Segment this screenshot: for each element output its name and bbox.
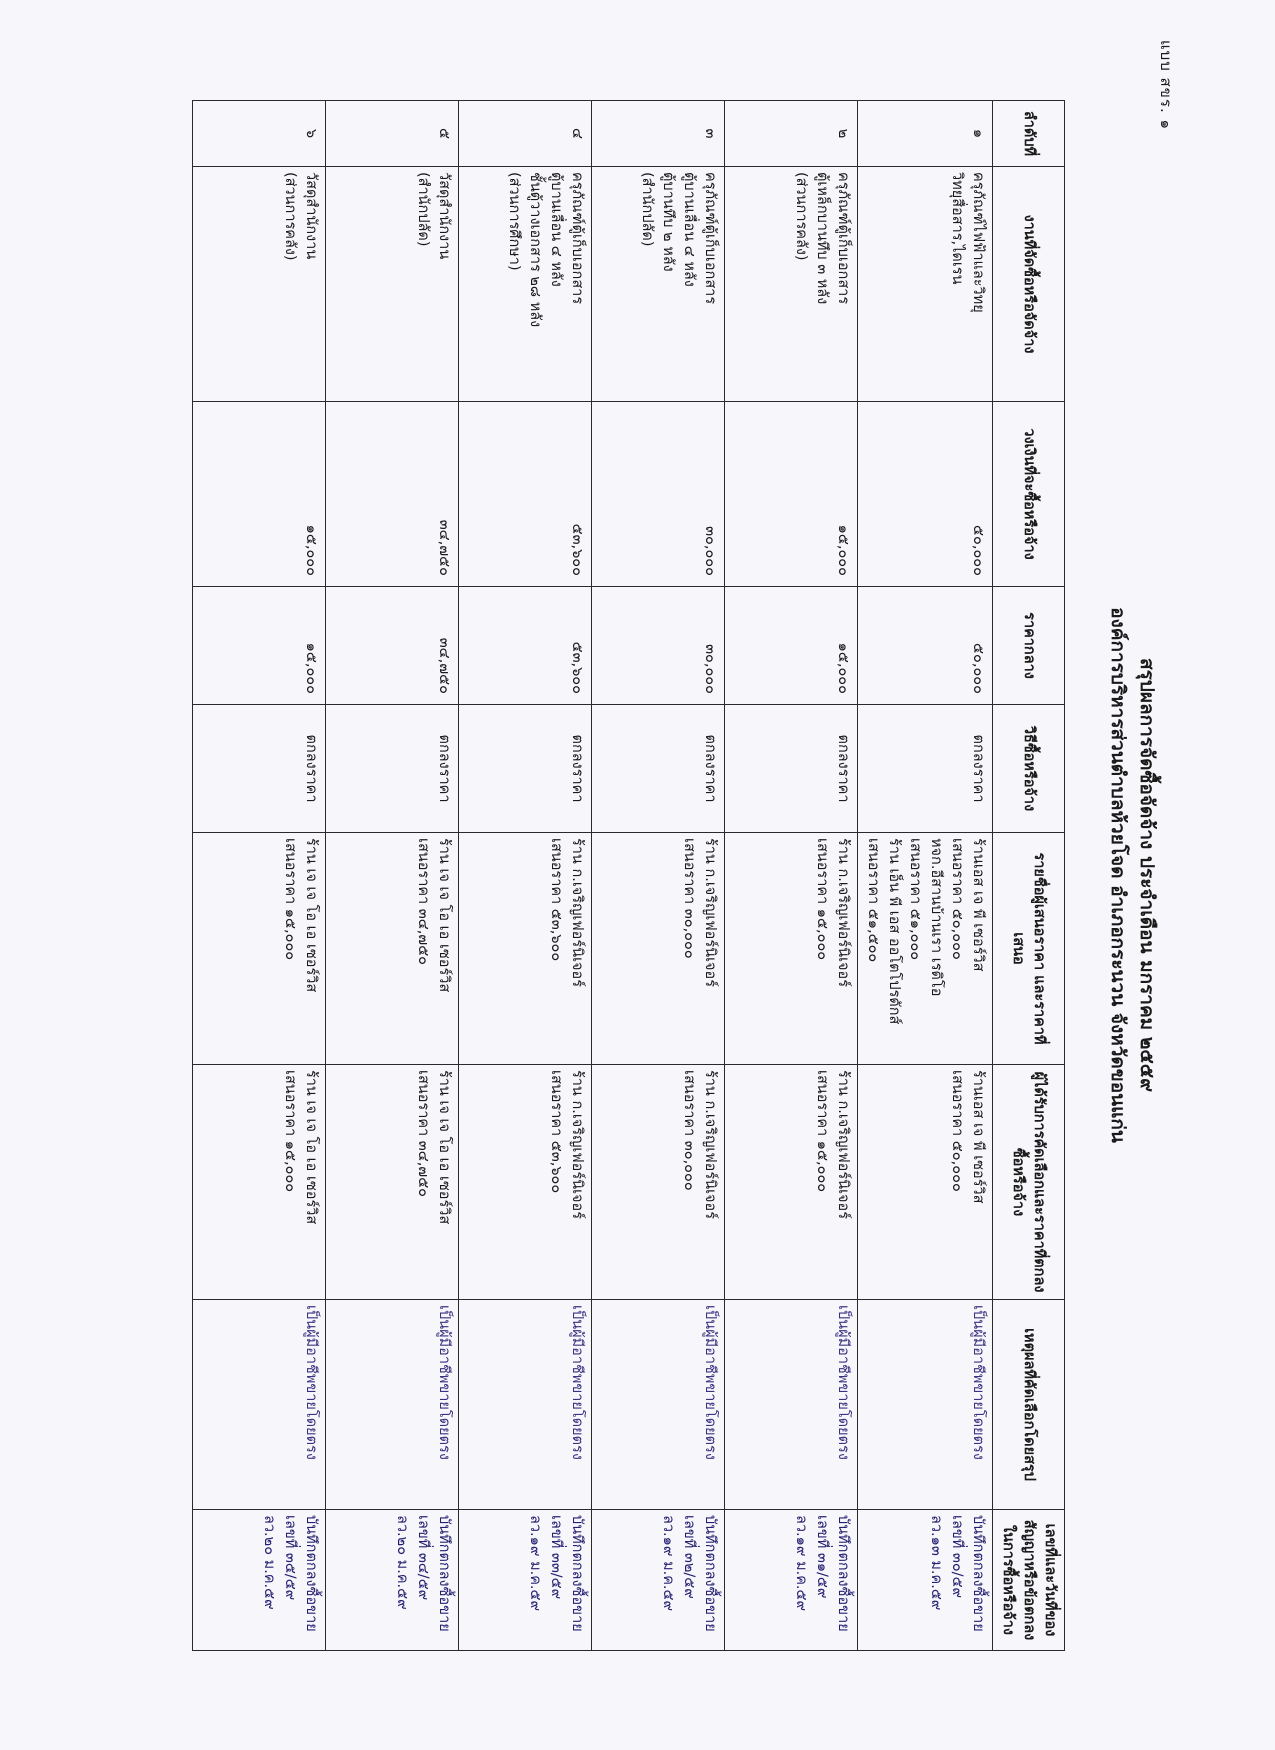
item-line: วัสดุสำนักงาน	[302, 172, 319, 260]
cell-reason: เป็นผู้มีอาชีพขายโดยตรง	[591, 1300, 724, 1510]
item-line: (ส่วนการคลัง)	[281, 172, 298, 261]
cell-bidders	[857, 833, 992, 1065]
contract-line: ลว.๒๐ ม.ค.๕๙	[393, 1515, 410, 1610]
item-line: (สำนักปลัด)	[414, 172, 431, 247]
winner-line: ร้านเอส เจ พี เซอร์วิส	[969, 1070, 986, 1204]
item-line: ตู้เหล็กบานทึบ ๓ หลัง	[813, 172, 830, 305]
cell-reason: เป็นผู้มีอาชีพขายโดยตรง	[724, 1300, 857, 1510]
cell-method: ตกลงราคา	[458, 705, 591, 833]
bidders-line: ร้าน เจ เจ โอ เอ เซอร์วิส	[435, 838, 452, 993]
winner-line: ร้าน เจ เจ โอ เอ เซอร์วิส	[302, 1070, 319, 1225]
header-winner: ผู้ได้รับการคัดเลือกและราคาที่ตกลงซื้อหรือจ้าง	[992, 1065, 1064, 1300]
cell-contract	[325, 1510, 458, 1651]
table-header-row	[992, 101, 1064, 1651]
contract-line: เลขที่ ๓๒/๕๙	[680, 1515, 697, 1599]
winner-line: ร้าน ก.เจริญเฟอร์นิเจอร์	[834, 1070, 851, 1220]
bidders-line: เสนอราคา ๕๑,๕๐๐	[864, 838, 881, 963]
item-line: ชั้นตู้วางเอกสาร ๒๘ หลัง	[526, 172, 543, 328]
item-line: วิทยุสื่อสาร,ไดเรน	[948, 172, 965, 285]
cell-winner	[724, 1065, 857, 1300]
header-reason: เหตุผลที่คัดเลือกโดยสรุป	[992, 1300, 1064, 1510]
bidders-line: เสนอราคา ๕๓,๖๐๐	[547, 838, 564, 962]
contract-line: ลว.๑๙ ม.ค.๕๙	[792, 1515, 809, 1612]
bidders-line: ร้าน เจ เจ โอ เอ เซอร์วิส	[302, 838, 319, 993]
bidders-line: เสนอราคา ๓๐,๐๐๐	[680, 838, 697, 959]
bidders-line: ร้าน ก.เจริญเฟอร์นิเจอร์	[568, 838, 585, 988]
document-title: สรุปผลการจัดซื้อจัดจ้าง ประจำเดือน มกราคม ๒๕๕๙	[1136, 657, 1158, 1093]
header-contract: เลขที่และวันที่ของสัญญาหรือข้อตกลงในการซื้อหรือจ้าง	[992, 1510, 1064, 1651]
cell-winner	[192, 1065, 325, 1300]
bidders-line: ร้าน เอ็น พี เอส ออโตโปรดักส์	[885, 838, 902, 1025]
bidders-line: ร้าน ก.เจริญเฟอร์นิเจอร์	[701, 838, 718, 988]
cell-reason: เป็นผู้มีอาชีพขายโดยตรง	[857, 1300, 992, 1510]
cell-item	[458, 167, 591, 402]
cell-bidders	[192, 833, 325, 1065]
contract-line: บันทึกตกลงซื้อขาย	[701, 1515, 718, 1632]
winner-line: เสนอราคา ๕๐,๐๐๐	[948, 1070, 965, 1192]
cell-contract	[192, 1510, 325, 1651]
cell-method: ตกลงราคา	[857, 705, 992, 833]
item-line: (สำนักปลัด)	[638, 172, 655, 247]
cell-reason: เป็นผู้มีอาชีพขายโดยตรง	[325, 1300, 458, 1510]
cell-method: ตกลงราคา	[192, 705, 325, 833]
cell-contract	[458, 1510, 591, 1651]
contract-line: เลขที่ ๓๔/๕๙	[414, 1515, 431, 1601]
item-line: ครุภัณฑ์ตู้เก็บเอกสาร	[701, 172, 718, 305]
bidders-line: เสนอราคา ๑๕,๐๐๐	[281, 838, 298, 961]
cell-reason: เป็นผู้มีอาชีพขายโดยตรง	[192, 1300, 325, 1510]
bidders-line: เสนอราคา ๕๐,๐๐๐	[948, 838, 965, 960]
cell-winner	[857, 1065, 992, 1300]
contract-line: บันทึกตกลงซื้อขาย	[969, 1515, 986, 1632]
cell-item	[724, 167, 857, 402]
table-row	[724, 101, 857, 1651]
cell-median: ๓๐,๐๐๐	[591, 587, 724, 705]
contract-line: บันทึกตกลงซื้อขาย	[435, 1515, 452, 1632]
winner-line: เสนอราคา ๑๕,๐๐๐	[813, 1070, 830, 1193]
header-bidders: รายชื่อผู้เสนอราคา และราคาที่เสนอ	[992, 833, 1064, 1065]
contract-line: ลว.๑๙ ม.ค.๕๙	[526, 1515, 543, 1612]
header-no: ลำดับที่	[992, 101, 1064, 167]
cell-budget: ๓๐,๐๐๐	[591, 402, 724, 587]
cell-reason: เป็นผู้มีอาชีพขายโดยตรง	[458, 1300, 591, 1510]
table-row	[325, 101, 458, 1651]
header-budget: วงเงินที่จะซื้อหรือจ้าง	[992, 402, 1064, 587]
cell-no: ๒	[724, 101, 857, 167]
winner-line: ร้าน ก.เจริญเฟอร์นิเจอร์	[568, 1070, 585, 1220]
cell-budget: ๑๕,๐๐๐	[192, 402, 325, 587]
cell-method: ตกลงราคา	[325, 705, 458, 833]
cell-contract	[857, 1510, 992, 1651]
cell-median: ๑๕,๐๐๐	[724, 587, 857, 705]
cell-budget: ๕๓,๖๐๐	[458, 402, 591, 587]
contract-line: บันทึกตกลงซื้อขาย	[834, 1515, 851, 1632]
item-line: ครุภัณฑ์ตู้เก็บเอกสาร	[568, 172, 585, 305]
contract-line: ลว.๒๐ ม.ค.๕๙	[260, 1515, 277, 1610]
item-line: ตู้บานเลื่อน ๔ หลัง	[547, 172, 564, 287]
bidders-line: เสนอราคา ๕๑,๐๐๐	[906, 838, 923, 961]
cell-budget: ๓๔,๗๕๐	[325, 402, 458, 587]
cell-bidders	[458, 833, 591, 1065]
table-row	[192, 101, 325, 1651]
header-item: งานที่จัดซื้อหรือจัดจ้าง	[992, 167, 1064, 402]
contract-line: เลขที่ ๓๕/๕๙	[281, 1515, 298, 1601]
table-row	[857, 101, 992, 1651]
contract-line: ลว.๑๓ ม.ค.๕๙	[927, 1515, 944, 1611]
cell-bidders	[591, 833, 724, 1065]
cell-method: ตกลงราคา	[724, 705, 857, 833]
bidders-line: หจก.อีสานบ้านเรา เรดิโอ	[927, 838, 944, 997]
cell-item	[857, 167, 992, 402]
winner-line: เสนอราคา ๓๐,๐๐๐	[680, 1070, 697, 1191]
cell-item	[591, 167, 724, 402]
cell-bidders	[325, 833, 458, 1065]
cell-no: ๕	[325, 101, 458, 167]
bidders-line: ร้าน ก.เจริญเฟอร์นิเจอร์	[834, 838, 851, 988]
item-line: ตู้บานทึบ ๒ หลัง	[659, 172, 676, 272]
cell-no: ๖	[192, 101, 325, 167]
winner-line: เสนอราคา ๑๕,๐๐๐	[281, 1070, 298, 1193]
cell-winner	[325, 1065, 458, 1300]
table-row	[591, 101, 724, 1651]
cell-bidders	[724, 833, 857, 1065]
bidders-line: เสนอราคา ๓๔,๗๕๐	[414, 838, 431, 966]
cell-contract	[591, 1510, 724, 1651]
cell-item	[192, 167, 325, 402]
cell-median: ๓๔,๗๕๐	[325, 587, 458, 705]
procurement-table	[192, 100, 1065, 1651]
cell-winner	[591, 1065, 724, 1300]
item-line: ครุภัณฑ์ตู้เก็บเอกสาร	[834, 172, 851, 305]
bidders-line: ร้านเอส เจ พี เซอร์วิส	[969, 838, 986, 972]
table-row	[458, 101, 591, 1651]
cell-no: ๑	[857, 101, 992, 167]
item-line: ครุภัณฑ์ไฟฟ้าและวิทยุ	[969, 172, 986, 313]
contract-line: เลขที่ ๓๑/๕๙	[813, 1515, 830, 1599]
contract-line: บันทึกตกลงซื้อขาย	[568, 1515, 585, 1632]
document-subtitle: องค์การบริหารส่วนตำบลห้วยโจด อำเภอกระนวน จังหวัดขอนแก่น	[1107, 607, 1129, 1143]
item-line: ตู้บานเลื่อน ๔ หลัง	[680, 172, 697, 287]
header-median: ราคากลาง	[992, 587, 1064, 705]
cell-median: ๕๓,๖๐๐	[458, 587, 591, 705]
contract-line: เลขที่ ๓๓/๕๙	[547, 1515, 564, 1600]
cell-item	[325, 167, 458, 402]
winner-line: ร้าน ก.เจริญเฟอร์นิเจอร์	[701, 1070, 718, 1220]
item-line: (ส่วนการคลัง)	[792, 172, 809, 261]
cell-budget: ๑๕,๐๐๐	[724, 402, 857, 587]
contract-line: เลขที่ ๓๐/๕๙	[948, 1515, 965, 1599]
winner-line: ร้าน เจ เจ โอ เอ เซอร์วิส	[435, 1070, 452, 1225]
cell-method: ตกลงราคา	[591, 705, 724, 833]
cell-no: ๔	[458, 101, 591, 167]
cell-budget: ๕๐,๐๐๐	[857, 402, 992, 587]
item-line: วัสดุสำนักงาน	[435, 172, 452, 260]
header-method: วิธีซื้อหรือจ้าง	[992, 705, 1064, 833]
form-code: แบบ สขร. ๑	[1157, 40, 1175, 131]
cell-no: ๓	[591, 101, 724, 167]
cell-median: ๑๕,๐๐๐	[192, 587, 325, 705]
contract-line: บันทึกตกลงซื้อขาย	[302, 1515, 319, 1632]
winner-line: เสนอราคา ๓๔,๗๕๐	[414, 1070, 431, 1198]
cell-winner	[458, 1065, 591, 1300]
bidders-line: เสนอราคา ๑๕,๐๐๐	[813, 838, 830, 961]
cell-median: ๕๐,๐๐๐	[857, 587, 992, 705]
contract-line: ลว.๑๙ ม.ค.๕๙	[659, 1515, 676, 1612]
winner-line: เสนอราคา ๕๓,๖๐๐	[547, 1070, 564, 1194]
item-line: (ส่วนการศึกษา)	[505, 172, 522, 271]
cell-contract	[724, 1510, 857, 1651]
